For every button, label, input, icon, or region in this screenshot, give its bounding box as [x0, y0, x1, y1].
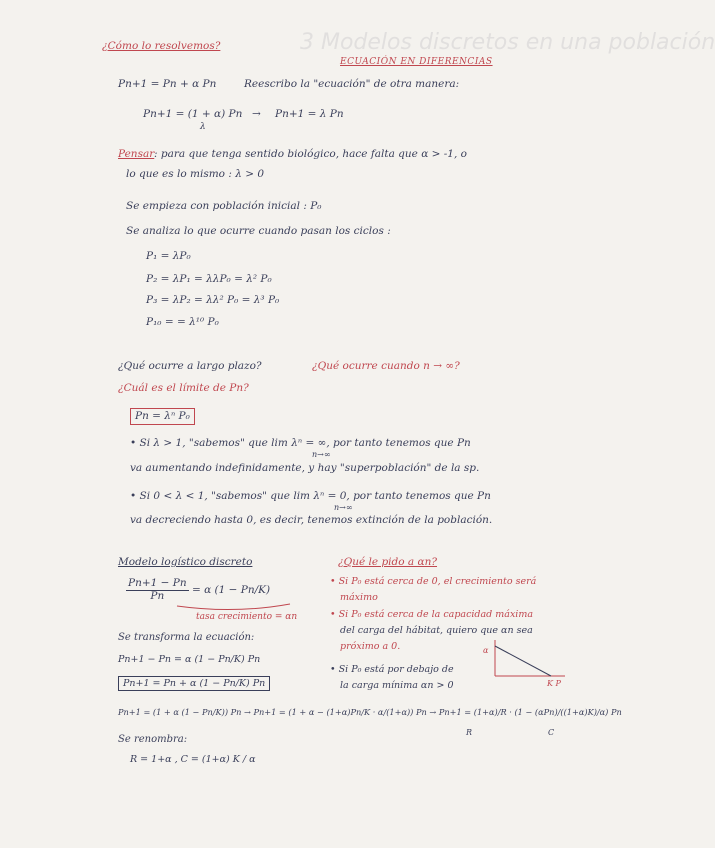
bullet-1-line-1: • Si λ > 1, "sabemos" que lim λⁿ = ∞, por tanto tenemos que Pn: [130, 437, 471, 449]
transform-eq-3: Pn+1 = (1 + α (1 − Pn/K)) Pn → Pn+1 = (1 + α − (1+α)Pn/K · α/(1+α)) Pn → Pn+1 = (1+α)/R · (1 − (αPn)/((1+α)K)/α) Pn: [118, 707, 622, 717]
eq-1: Pn+1 = Pn + α Pn: [118, 78, 217, 90]
initial-pop-text: Se empieza con población inicial : P₀: [126, 200, 322, 212]
p1-eq: P₁ = λP₀: [146, 250, 191, 262]
think-label: Pensar: [118, 148, 155, 160]
alpha-vs-p-sketch: [485, 640, 575, 690]
p2-eq: P₂ = λP₁ = λλP₀ = λ² P₀: [146, 273, 272, 285]
eq-2-left: Pn+1 = (1 + α) Pn: [143, 108, 243, 120]
right-note-3b: la carga mínima αn > 0: [340, 680, 454, 691]
right-note-2a: • Si P₀ está cerca de la capacidad máxima: [330, 609, 534, 620]
question-n-infinity: ¿Qué ocurre cuando n → ∞?: [312, 360, 460, 372]
think-text: : para que tenga sentido biológico, hace falta que α > -1, o: [154, 148, 467, 160]
transform-C: C: [548, 728, 555, 737]
p10-eq: P₁₀ = = λ¹⁰ P₀: [146, 316, 219, 328]
right-question: ¿Qué le pido a αn?: [338, 556, 438, 568]
fraction-numerator: Pn+1 − Pn: [128, 577, 187, 589]
equation-label: ECUACIÓN EN DIFERENCIAS: [340, 57, 493, 67]
transform-text: Se transforma la ecuación:: [118, 632, 255, 643]
bullet-2-limit-sub: n→∞: [334, 503, 353, 512]
bullet-1-line-2: va aumentando indefinidamente, y hay "superpoblación" de la sp.: [130, 462, 480, 474]
right-note-1a: • Si P₀ está cerca de 0, el crecimiento será: [330, 576, 537, 587]
transform-R: R: [466, 728, 473, 737]
bullet-2-line-2: va decreciendo hasta 0, es decir, tenemos extinción de la población.: [130, 514, 493, 526]
right-note-1b: máximo: [340, 592, 378, 603]
question-long-term: ¿Qué ocurre a largo plazo?: [118, 360, 262, 372]
bullet-2-line-1: • Si 0 < λ < 1, "sabemos" que lim λⁿ = 0, por tanto tenemos que Pn: [130, 490, 491, 502]
right-note-2c: próximo a 0.: [340, 641, 401, 652]
eq-2-arrow: →: [252, 108, 261, 120]
question-limit: ¿Cuál es el límite de Pn?: [118, 382, 249, 394]
transform-eq-2: Pn+1 = Pn + α (1 − Pn/K) Pn: [118, 676, 270, 691]
right-note-3a: • Si P₀ está por debajo de: [330, 664, 454, 675]
rate-label: tasa crecimiento = αn: [196, 612, 298, 622]
eq-2-right: Pn+1 = λ Pn: [275, 108, 344, 120]
fraction-rhs: = α (1 − Pn/K): [191, 584, 271, 597]
bleed-through-heading: 3 Modelos discretos en una población: [300, 30, 715, 55]
graph-x-label: K P: [547, 679, 561, 688]
transform-eq-1: Pn+1 − Pn = α (1 − Pn/K) Pn: [118, 654, 261, 665]
right-note-2b: del carga del hábitat, quiero que αn sea: [340, 625, 533, 636]
graph-y-label: α: [483, 646, 489, 655]
cycles-text: Se analiza lo que ocurre cuando pasan los ciclos :: [126, 225, 391, 237]
boxed-formula: Pn = λⁿ P₀: [130, 408, 195, 425]
text-1: Reescribo la "ecuación" de otra manera:: [244, 78, 460, 90]
rename-text: Se renombra:: [118, 734, 188, 745]
logistic-title: Modelo logístico discreto: [118, 556, 253, 568]
fraction-denominator: Pn: [150, 589, 165, 602]
think-text-2: lo que es lo mismo : λ > 0: [126, 168, 265, 180]
p3-eq: P₃ = λP₂ = λλ² P₀ = λ³ P₀: [146, 294, 280, 306]
question-heading: ¿Cómo lo resolvemos?: [102, 40, 221, 52]
rename-eq: R = 1+α , C = (1+α) K / α: [130, 754, 256, 765]
bullet-1-limit-sub: n→∞: [312, 450, 331, 459]
eq-2-lambda: λ: [200, 122, 206, 132]
